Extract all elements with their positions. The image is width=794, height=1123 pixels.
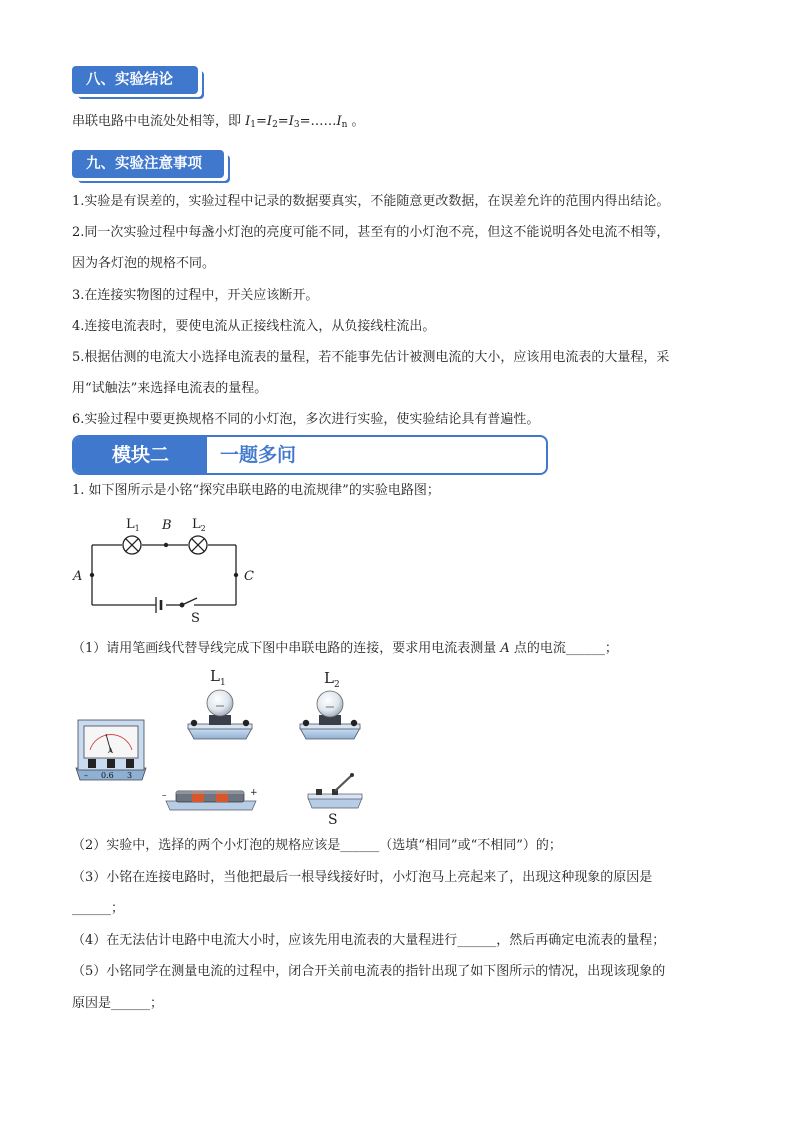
conclusion-text bbox=[72, 113, 722, 134]
question-5-blank: 原因是______； bbox=[72, 996, 164, 1011]
conclusion-prefix: 串联电路中电流处处相等，即 bbox=[72, 114, 246, 129]
question-1 bbox=[72, 640, 722, 658]
battery-symbol bbox=[156, 597, 161, 613]
q1-text-b: 点的电流______； bbox=[509, 641, 618, 656]
point-c-dot bbox=[234, 573, 238, 577]
note-line: 5.根据估测的电流大小选择电流表的量程，若不能事先估计被测电流的大小，应该用电流表的大量程，采 bbox=[72, 350, 670, 365]
formula-eq2: = bbox=[277, 114, 289, 129]
label-a: A bbox=[73, 569, 83, 584]
note-line: 3.在连接实物图的过程中，开关应该断开。 bbox=[72, 288, 319, 303]
lamp-l2-symbol bbox=[189, 536, 207, 554]
formula-eq1: = bbox=[256, 114, 267, 129]
ammeter-3: 3 bbox=[127, 771, 133, 780]
point-a-dot bbox=[90, 573, 94, 577]
formula-i3: I bbox=[288, 114, 294, 129]
formula-eq3: =…… bbox=[299, 114, 337, 129]
note-line: 用“试触法”来选择电流表的量程。 bbox=[72, 381, 268, 396]
lamp-l2-physical bbox=[300, 691, 360, 739]
physical-label-s: S bbox=[328, 812, 338, 827]
physical-components-figure bbox=[70, 662, 370, 827]
question-3: （3）小铭在连接电路时，当他把最后一根导线接好时，小灯泡马上亮起来了，出现这种现象的原因是 bbox=[72, 870, 653, 885]
ammeter-06: 0.6 bbox=[101, 771, 114, 780]
module-title: 一题多问 bbox=[220, 444, 297, 466]
conclusion-suffix: 。 bbox=[347, 114, 365, 129]
q1-var: A bbox=[500, 641, 510, 656]
section-9-title: 九、实验注意事项 bbox=[86, 156, 202, 172]
note-line: 4.连接电流表时，要使电流从正接线柱流入，从负接线柱流出。 bbox=[72, 319, 436, 334]
q1-text-a: （1）请用笔画线代替导线完成下图中串联电路的连接，要求用电流表测量 bbox=[72, 641, 501, 656]
question-3-blank: ______； bbox=[72, 901, 125, 916]
formula-in: I bbox=[336, 114, 342, 129]
module-header bbox=[72, 435, 548, 475]
label-b: B bbox=[162, 518, 172, 533]
note-line: 6.实验过程中要更换规格不同的小灯泡，多次进行实验，使实验结论具有普遍性。 bbox=[72, 412, 540, 427]
ammeter-minus: – bbox=[84, 771, 88, 780]
battery-minus-label: – bbox=[162, 791, 167, 801]
formula-s2: 2 bbox=[272, 120, 278, 130]
lamp-l1-physical bbox=[188, 690, 252, 739]
note-line: 1.实验是有误差的，实验过程中记录的数据要真实，不能随意更改数据，在误差允许的范围内得出结论。 bbox=[72, 194, 670, 209]
section-8-tag bbox=[72, 66, 198, 94]
physical-label-l1: $L_1$ bbox=[210, 667, 226, 688]
formula-i1: I bbox=[245, 114, 251, 129]
section-9-tag bbox=[72, 150, 224, 178]
label-l1: $L_1$ bbox=[126, 517, 140, 533]
note-line: 因为各灯泡的规格不同。 bbox=[72, 256, 216, 271]
note-line: 2.同一次实验过程中每盏小灯泡的亮度可能不同，甚至有的小灯泡不亮，但这不能说明各处电流不相等， bbox=[72, 225, 670, 240]
question-2: （2）实验中，选择的两个小灯泡的规格应该是______（选填“相同”或“不相同”）的； bbox=[72, 838, 562, 853]
section-8-title: 八、实验结论 bbox=[86, 72, 173, 88]
formula-s3: 3 bbox=[293, 120, 300, 130]
formula-i2: I bbox=[266, 114, 273, 129]
ammeter-physical bbox=[76, 720, 146, 780]
circuit-diagram bbox=[70, 512, 270, 627]
label-l2: $L_2$ bbox=[192, 517, 206, 533]
module-number: 模块二 bbox=[74, 437, 207, 473]
question-intro: 1. 如下图所示是小铭“探究串联电路的电流规律”的实验电路图； bbox=[72, 483, 440, 498]
switch-physical bbox=[308, 773, 362, 827]
lamp-l1-symbol bbox=[123, 536, 141, 554]
question-4: （4）在无法估计电路中电流大小时，应该先用电流表的大量程进行______，然后再确定电流表的量程； bbox=[72, 933, 666, 948]
label-s: S bbox=[191, 611, 200, 626]
point-b-dot bbox=[164, 543, 168, 547]
label-c: C bbox=[244, 569, 254, 584]
formula-sn: n bbox=[341, 120, 348, 130]
battery-plus-label: + bbox=[250, 788, 258, 798]
ammeter-letter: A bbox=[108, 747, 114, 755]
battery-holder-physical bbox=[162, 788, 258, 810]
physical-label-l2: $L_2$ bbox=[324, 669, 340, 690]
formula-s1: 1 bbox=[250, 120, 257, 130]
question-5: （5）小铭同学在测量电流的过程中，闭合开关前电流表的指针出现了如下图所示的情况，出现该现象的 bbox=[72, 964, 666, 979]
